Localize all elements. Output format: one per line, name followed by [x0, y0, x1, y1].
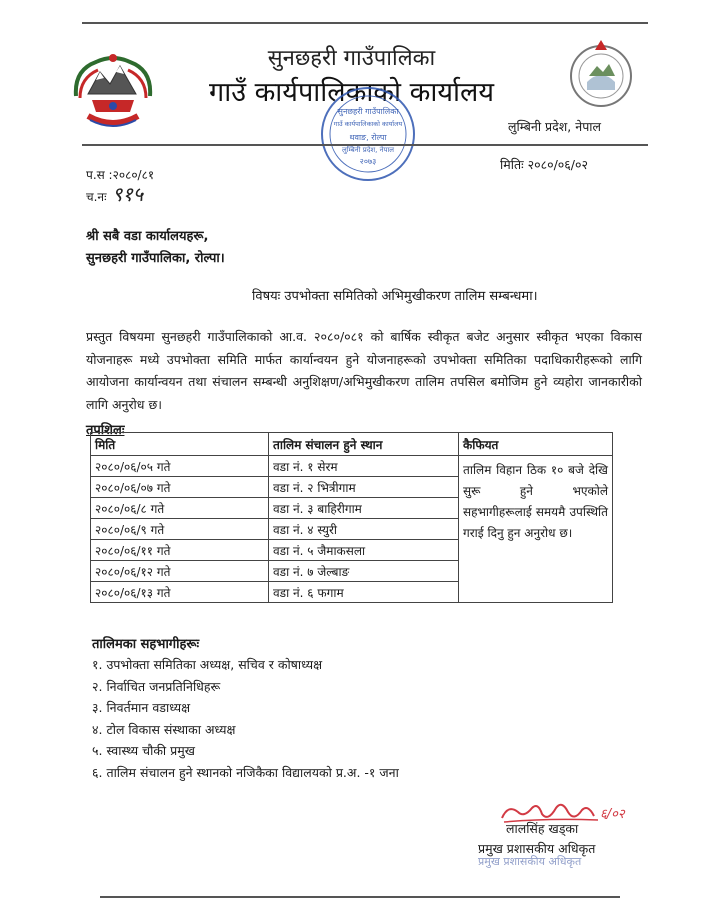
schedule-table — [90, 432, 613, 603]
stamp-line-2: गाउँ कार्यपालिकाको कार्यालय — [333, 120, 403, 128]
stamp-line-1: सुनछहरी गाउँपालिका — [337, 107, 399, 116]
letter-date: मितिः २०८०/०६/०२ — [500, 157, 588, 172]
list-item: १. उपभोक्ता समितिका अध्यक्ष, सचिव र कोषाध्यक्ष — [92, 657, 323, 672]
schedule-date: २०८०/०६/०७ गते — [91, 477, 269, 498]
recipient-line-2: सुनछहरी गाउँपालिका, रोल्पा। — [86, 251, 225, 266]
participants-title: तालिमका सहभागीहरूः — [92, 637, 200, 652]
letter-subject: विषयः उपभोक्ता समितिको अभिमुखीकरण तालिम सम्बन्धमा। — [252, 289, 538, 304]
list-item: २. निर्वाचित जनप्रतिनिधिहरू — [92, 678, 221, 694]
schedule-date: २०८०/०६/०५ गते — [91, 456, 269, 477]
schedule-venue: वडा नं. ३ बाहिरीगाम — [269, 498, 459, 519]
footer-rule — [100, 896, 620, 898]
column-header-remarks: कैफियत — [459, 433, 613, 456]
schedule-venue: वडा नं. ४ स्युरी — [269, 519, 459, 540]
stamp-line-4: लुम्बिनी प्रदेश, नेपाल — [341, 146, 395, 154]
signatory-name: लालसिंह खड्का — [506, 821, 579, 836]
office-stamp — [318, 84, 418, 184]
schedule-date: २०८०/०६/११ गते — [91, 540, 269, 561]
dispatch-number-value: ९१५ — [112, 182, 144, 206]
schedule-title: तपशिलः — [86, 423, 125, 438]
stamp-line-5: २०७३ — [359, 157, 377, 166]
reference-number: प.स :२०८०/८१ — [86, 168, 155, 182]
participants-list — [92, 654, 399, 783]
schedule-venue: वडा नं. ६ फगाम — [269, 582, 459, 603]
recipient-line-1: श्री सबै वडा कार्यालयहरू, — [86, 229, 209, 244]
signatory-stamp: प्रमुख प्रशासकीय अधिकृत — [478, 855, 582, 868]
signature-date: ६/०२ — [600, 807, 625, 822]
schedule-date: २०८०/०६/९ गते — [91, 519, 269, 540]
schedule-venue: वडा नं. २ भित्रीगाम — [269, 477, 459, 498]
schedule-date: २०८०/०६/१३ गते — [91, 582, 269, 603]
list-item: ६. तालिम संचालन हुने स्थानको नजिकैका विद्यालयको प्र.अ. -१ जना — [92, 764, 399, 780]
stamp-line-3: थवाङ, रोल्पा — [349, 133, 387, 142]
header-bottom-rule — [82, 144, 648, 146]
signatory-title: प्रमुख प्रशासकीय अधिकृत — [478, 841, 596, 856]
municipality-name: सुनछहरी गाउँपालिका — [267, 46, 436, 71]
column-header-venue: तालिम संचालन हुने स्थान — [269, 433, 459, 456]
list-item: ३. निवर्तमान वडाध्यक्ष — [92, 700, 191, 715]
table-row — [91, 456, 613, 477]
schedule-date: २०८०/०६/१२ गते — [91, 561, 269, 582]
letter-body: प्रस्तुत विषयमा सुनछहरी गाउँपालिकाको आ.व. २०८०/०८१ को बार्षिक स्वीकृत बजेट अनुसार स्वीकृत भएका विकास योजनाहरू मध्ये उपभोक्ता समिति मार्फत कार्यान्वयन हुने योजनाहरूको उपभोक्ता समितिका पदाधिकारीहरूको लागि आयोजना कार्यान्वयन तथा संचालन सम्बन्धी अनुशिक्षण/अभिमुखीकरण तालिम तपसिल बमोजिम हुने व्यहोरा जानकारीको लागि अनुरोध छ। — [86, 329, 642, 412]
header-top-rule — [82, 22, 648, 24]
province-text: लुम्बिनी प्रदेश, नेपाल — [508, 119, 602, 134]
list-item: ५. स्वास्थ्य चौकी प्रमुख — [92, 743, 195, 758]
schedule-remark: तालिम विहान ठिक १० बजे देखि सुरू हुने भएकोले सहभागीहरूलाई समयमै उपस्थिति गराई दिनु हुन अनुरोध छ। — [459, 456, 613, 603]
schedule-venue: वडा नं. १ सेरम — [269, 456, 459, 477]
schedule-date: २०८०/०६/८ गते — [91, 498, 269, 519]
schedule-venue: वडा नं. ७ जेल्बाङ — [269, 561, 459, 582]
schedule-venue: वडा नं. ५ जैमाकसला — [269, 540, 459, 561]
schedule-header-row — [91, 433, 613, 456]
list-item: ४. टोल विकास संस्थाका अध्यक्ष — [92, 721, 236, 737]
column-header-date: मिति — [91, 433, 269, 456]
office-name: गाउँ कार्यपालिकाको कार्यालय — [209, 77, 494, 108]
dispatch-number-label: च.नः — [86, 190, 107, 204]
